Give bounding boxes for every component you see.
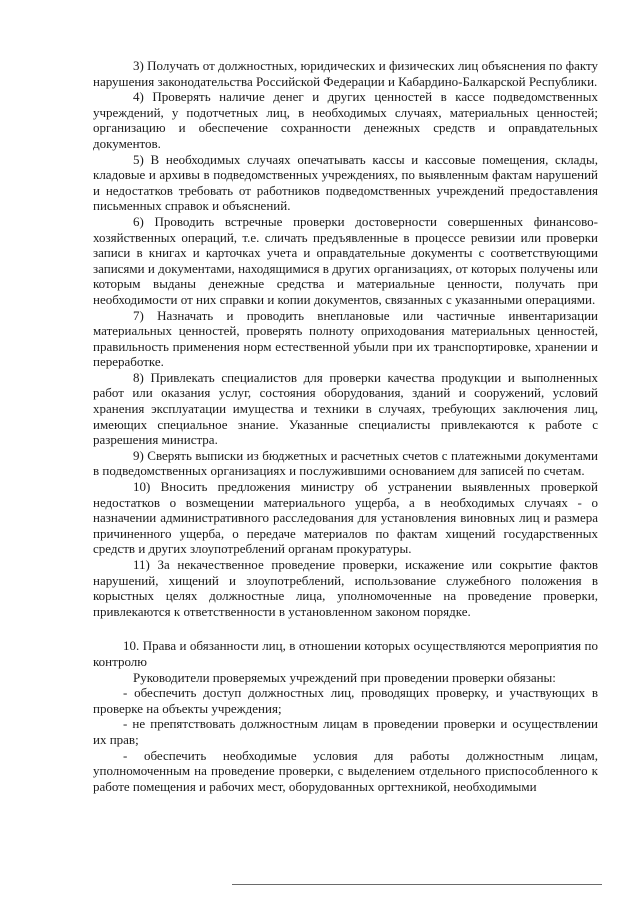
footer-rule [232, 884, 602, 885]
item-11-paragraph: 11) За некачественное проведение проверки, искажение или сокрытие фактов нарушений, хищений и злоупотреблений, использование служебного положения в корыстных целях должностные лица, уполномоченные на проведение проверки, привлекаются к ответственности в установленном законом порядке. [93, 557, 598, 619]
item-10-paragraph: 10) Вносить предложения министру об устранении выявленных проверкой недостатков о возмещении материального ущерба, а в необходимых случаях - о назначении административного расследования для установления виновных лиц и размера причиненного ущерба, о передаче материалов по фактам хищений государственных средств и других злоупотреблений органам прокуратуры. [93, 479, 598, 557]
item-6-paragraph: 6) Проводить встречные проверки достоверности совершенных финансово-хозяйственных операций, т.е. сличать предъявленные в процессе ревизии или проверки записи в книгах и карточках учета и оправдательные документы с соответствующими записями и документами, находящимися в других организациях, от которых получены или которым выданы денежные средства и материальные ценности, получать при необходимости от них справки и копии документов, связанных с указанными операциями. [93, 213, 598, 307]
item-3-paragraph: 3) Получать от должностных, юридических и физических лиц объяснения по факту нарушения законодательства Российской Федерации и Кабардино-Балкарской Республики. [93, 58, 598, 89]
obligation-no-obstruction: - не препятствовать должностным лицам в проведении проверки и осуществлении их прав; [93, 716, 598, 747]
item-4-paragraph: 4) Проверять наличие денег и других ценностей в кассе подведомственных учреждений, у подотчетных лиц, в необходимых случаях, материальных ценностей; организацию и обеспечение сохранности денежных средств и оправдательных документов. [93, 89, 598, 151]
item-7-paragraph: 7) Назначать и проводить внеплановые или частичные инвентаризации материальных ценностей, проверять полноту оприходования материальных ценностей, правильность применения норм естественной убыли при их транспортировке, хранении и переработке. [93, 307, 598, 370]
document-body [93, 58, 598, 794]
item-8-paragraph: 8) Привлекать специалистов для проверки качества продукции и выполненных работ или оказания услуг, состояния оборудования, зданий и сооружений, условий хранения эксплуатации имущества и техники в случаях, требующих заключения лиц, имеющих специальное знание. Указанные специалисты привлекаются к работе с разрешения министра. [93, 369, 598, 448]
item-5-paragraph: 5) В необходимых случаях опечатывать кассы и кассовые помещения, склады, кладовые и архивы в подведомственных учреждениях, по выявленным фактам нарушений и недостатков требовать от работников подведомственных учреждений предоставления письменных справок и объяснений. [93, 151, 598, 214]
obligation-conditions: - обеспечить необходимые условия для работы должностным лицам, уполномоченным на проведение проверки, с выделением отдельного приспособленного к работе помещения и рабочих мест, оборудованных оргтехникой, необходимыми [93, 747, 598, 794]
obligations-intro: Руководители проверяемых учреждений при проведении проверки обязаны: [133, 669, 556, 685]
item-9-paragraph: 9) Сверять выписки из бюджетных и расчетных счетов с платежными документами в подведомственных организациях и послужившими основанием для записей по счетам. [93, 447, 598, 479]
obligation-access: - обеспечить доступ должностных лиц, проводящих проверку, и участвующих в проверке на объекты учреждения; [93, 685, 598, 716]
section-heading: 10. Права и обязанности лиц, в отношении которых осуществляются мероприятия по контролю [93, 638, 598, 669]
